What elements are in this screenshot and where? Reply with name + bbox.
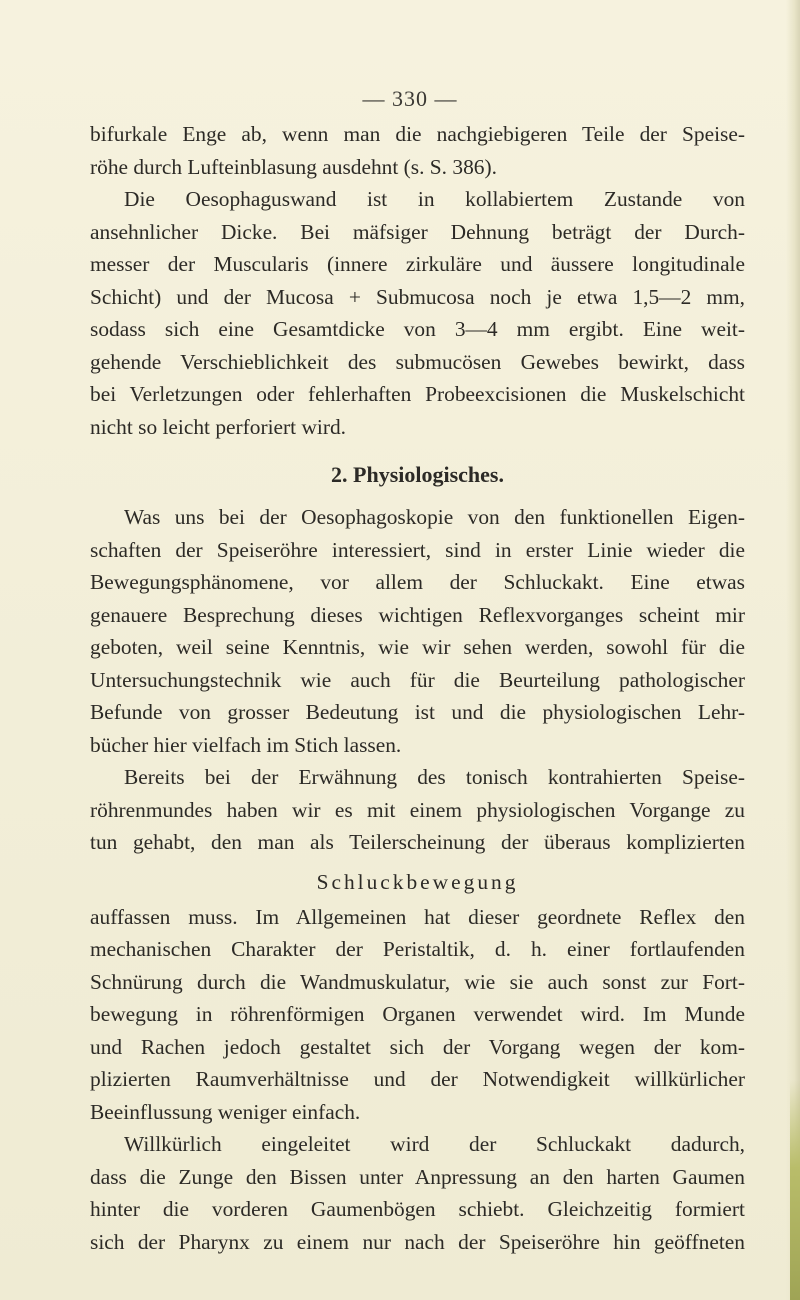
text-line: Schnürung durch die Wandmuskulatur, wie sie auch sonst zur Fort-	[90, 969, 745, 994]
text-line: auffassen muss. Im Allgemeinen hat dieser geordnete Reflex den	[90, 904, 745, 929]
text-line: röhrenmundes haben wir es mit einem physiologischen Vorgange zu	[90, 797, 745, 822]
text-line: geboten, weil seine Kenntnis, wie wir sehen werden, sowohl für die	[90, 635, 745, 659]
text-line: plizierten Raumverhältnisse und der Notwendigkeit willkürlicher	[90, 1067, 745, 1091]
text-line: schaften der Speiseröhre interessiert, sind in erster Linie wieder die	[90, 537, 745, 562]
text-line: gehende Verschieblichkeit des submucösen Gewebes bewirkt, dass	[90, 349, 745, 374]
text-line: Untersuchungstechnik wie auch für die Beurteilung pathologischer	[90, 667, 745, 692]
text-line: bücher hier vielfach im Stich lassen.	[90, 732, 402, 757]
text-line: bewegung in röhrenförmigen Organen verwendet wird. Im Munde	[90, 1002, 745, 1026]
text-line: messer der Muscularis (innere zirkuläre und äussere longitudinale	[90, 252, 745, 276]
text-line: dass die Zunge den Bissen unter Anpressung an den harten Gaumen	[90, 1164, 745, 1189]
text-line: bifurkale Enge ab, wenn man die nachgiebigeren Teile der Speise-	[90, 122, 745, 146]
text-line: sich der Pharynx zu einem nur nach der Speiseröhre hin geöffneten	[90, 1229, 745, 1254]
text-line: sodass sich eine Gesamtdicke von 3—4 mm ergibt. Eine weit-	[90, 317, 745, 341]
text-line: röhe durch Lufteinblasung ausdehnt (s. S. 386).	[90, 154, 497, 179]
section-heading: 2. Physiologisches.	[331, 462, 504, 487]
page-number: — 330 —	[362, 86, 458, 111]
text-line: und Rachen jedoch gestaltet sich der Vorgang wegen der kom-	[90, 1034, 745, 1059]
text-line: Willkürlich eingeleitet wird der Schluckakt dadurch,	[124, 1132, 745, 1156]
text-line: Bereits bei der Erwähnung des tonisch kontrahierten Speise-	[124, 765, 745, 789]
text-line: Befunde von grosser Bedeutung ist und die physiologischen Lehr-	[90, 700, 745, 724]
text-line: Was uns bei der Oesophagoskopie von den funktionellen Eigen-	[124, 505, 745, 529]
page-edge-stain	[790, 1080, 800, 1300]
text-line: nicht so leicht perforiert wird.	[90, 414, 347, 439]
text-line: mechanischen Charakter der Peristaltik, d. h. einer fortlaufenden	[90, 937, 745, 961]
text-line: tun gehabt, den man als Teilerscheinung der überaus komplizierten	[90, 830, 745, 854]
text-line: Die Oesophaguswand ist in kollabiertem Zustande von	[124, 187, 745, 211]
text-line: Bewegungsphänomene, vor allem der Schluckakt. Eine etwas	[90, 570, 745, 594]
text-line: Beeinflussung weniger einfach.	[90, 1099, 361, 1124]
text-line: Schicht) und der Mucosa + Submucosa noch je etwa 1,5—2 mm,	[90, 284, 745, 309]
body-text	[90, 118, 745, 1258]
text-line: ansehnlicher Dicke. Bei mäfsiger Dehnung beträgt der Durch-	[90, 219, 745, 244]
text-line: bei Verletzungen oder fehlerhaften Probeexcisionen die Muskelschicht	[90, 382, 745, 406]
text-line: genauere Besprechung dieses wichtigen Reflexvorganges scheint mir	[90, 602, 745, 627]
emphasized-term: Schluckbewegung	[316, 869, 519, 894]
text-line: hinter die vorderen Gaumenbögen schiebt. Gleichzeitig formiert	[90, 1197, 745, 1221]
